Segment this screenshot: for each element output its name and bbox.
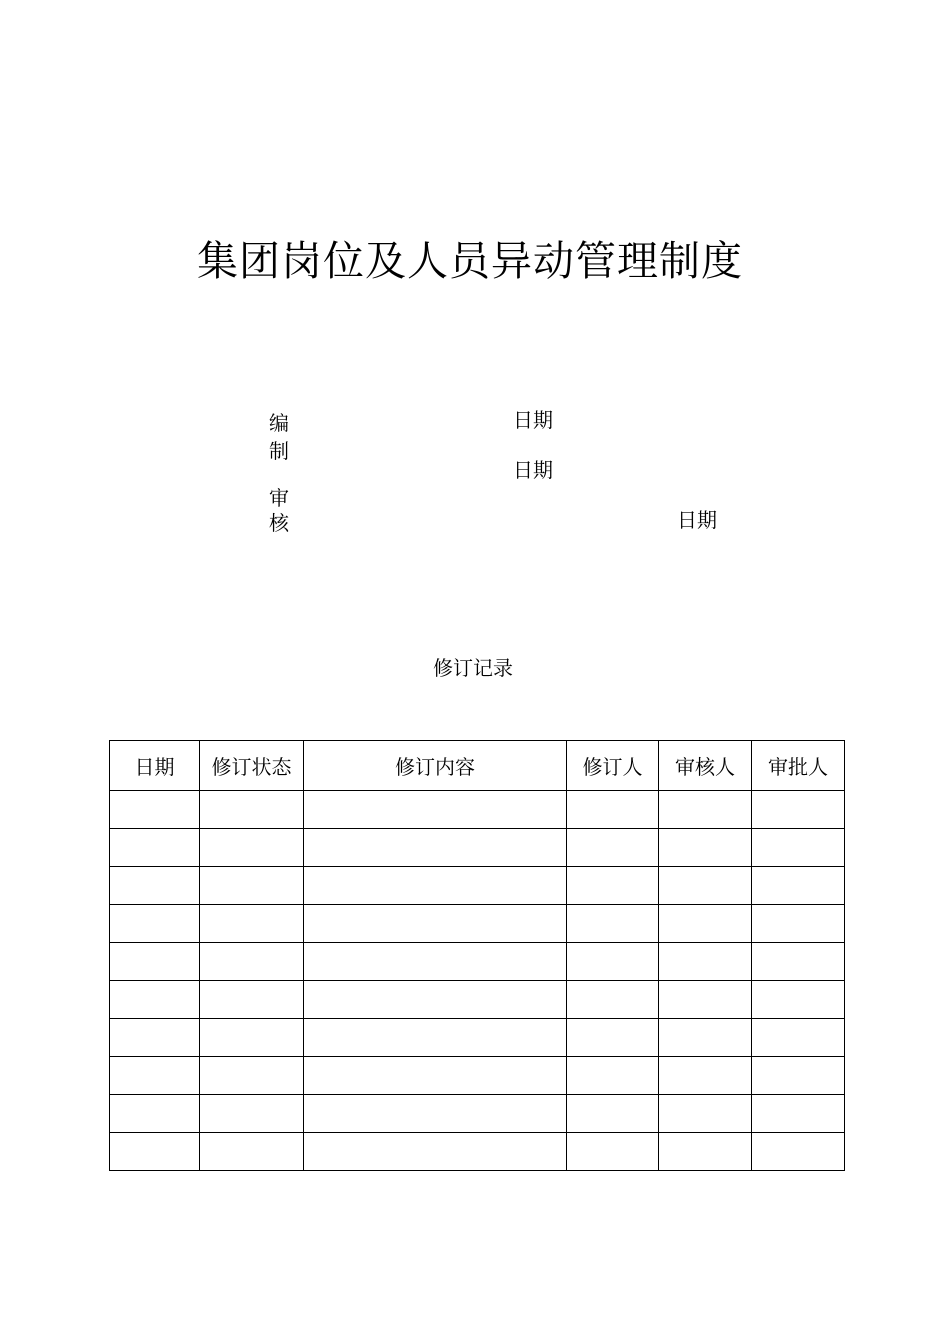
table-row	[110, 829, 845, 867]
review-date-label: 日期	[513, 458, 553, 482]
table-cell	[659, 1095, 752, 1133]
column-header-content: 修订内容	[304, 741, 567, 791]
table-cell	[304, 943, 567, 981]
table-cell	[659, 791, 752, 829]
table-cell	[200, 1133, 304, 1171]
table-cell	[200, 829, 304, 867]
table-cell	[200, 791, 304, 829]
column-header-date: 日期	[110, 741, 200, 791]
table-cell	[200, 867, 304, 905]
table-cell	[752, 905, 845, 943]
table-cell	[304, 867, 567, 905]
table-row	[110, 791, 845, 829]
table-cell	[752, 1057, 845, 1095]
table-cell	[110, 1133, 200, 1171]
table-cell	[110, 829, 200, 867]
table-cell	[304, 1095, 567, 1133]
approve-date-label: 日期	[677, 508, 717, 532]
table-cell	[110, 981, 200, 1019]
table-cell	[110, 905, 200, 943]
table-row	[110, 1019, 845, 1057]
table-cell	[752, 981, 845, 1019]
table-cell	[752, 943, 845, 981]
table-cell	[200, 1019, 304, 1057]
column-header-approver: 审批人	[752, 741, 845, 791]
table-cell	[200, 905, 304, 943]
compile-label-char-2: 制	[269, 439, 289, 463]
table-cell	[304, 1133, 567, 1171]
table-cell	[110, 1057, 200, 1095]
table-cell	[567, 1019, 659, 1057]
table-cell	[304, 905, 567, 943]
table-cell	[110, 1019, 200, 1057]
table-cell	[567, 1133, 659, 1171]
table-cell	[567, 981, 659, 1019]
table-cell	[567, 1057, 659, 1095]
table-cell	[659, 943, 752, 981]
table-cell	[200, 981, 304, 1019]
table-row	[110, 1133, 845, 1171]
table-cell	[659, 1133, 752, 1171]
table-cell	[752, 1095, 845, 1133]
table-cell	[110, 791, 200, 829]
table-cell	[752, 867, 845, 905]
column-header-reviewer: 审核人	[659, 741, 752, 791]
table-cell	[567, 791, 659, 829]
table-cell	[659, 1019, 752, 1057]
compile-label-char-1: 编	[269, 411, 289, 435]
table-cell	[304, 981, 567, 1019]
table-row	[110, 867, 845, 905]
table-cell	[567, 867, 659, 905]
revision-heading: 修订记录	[433, 656, 513, 680]
table-cell	[752, 1133, 845, 1171]
table-row	[110, 1095, 845, 1133]
table-cell	[659, 981, 752, 1019]
table-cell	[659, 905, 752, 943]
table-cell	[304, 1057, 567, 1095]
table-cell	[567, 829, 659, 867]
table-row	[110, 905, 845, 943]
table-cell	[110, 867, 200, 905]
table-row	[110, 981, 845, 1019]
table-cell	[200, 943, 304, 981]
table-row	[110, 1057, 845, 1095]
table-cell	[567, 1095, 659, 1133]
table-cell	[200, 1057, 304, 1095]
table-cell	[200, 1095, 304, 1133]
table-cell	[659, 829, 752, 867]
column-header-reviser: 修订人	[567, 741, 659, 791]
table-cell	[304, 829, 567, 867]
table-cell	[110, 1095, 200, 1133]
compile-date-label: 日期	[513, 408, 553, 432]
review-label-char-2: 核	[269, 511, 289, 535]
table-cell	[110, 943, 200, 981]
revision-header-row	[110, 741, 845, 791]
document-title: 集团岗位及人员异动管理制度	[197, 237, 743, 285]
table-cell	[304, 791, 567, 829]
review-label-char-1: 审	[269, 486, 289, 510]
table-cell	[659, 867, 752, 905]
table-cell	[304, 1019, 567, 1057]
column-header-status: 修订状态	[200, 741, 304, 791]
table-cell	[752, 829, 845, 867]
table-cell	[752, 1019, 845, 1057]
table-cell	[567, 905, 659, 943]
table-cell	[752, 791, 845, 829]
revision-table	[109, 740, 845, 1171]
table-row	[110, 943, 845, 981]
table-cell	[659, 1057, 752, 1095]
table-cell	[567, 943, 659, 981]
